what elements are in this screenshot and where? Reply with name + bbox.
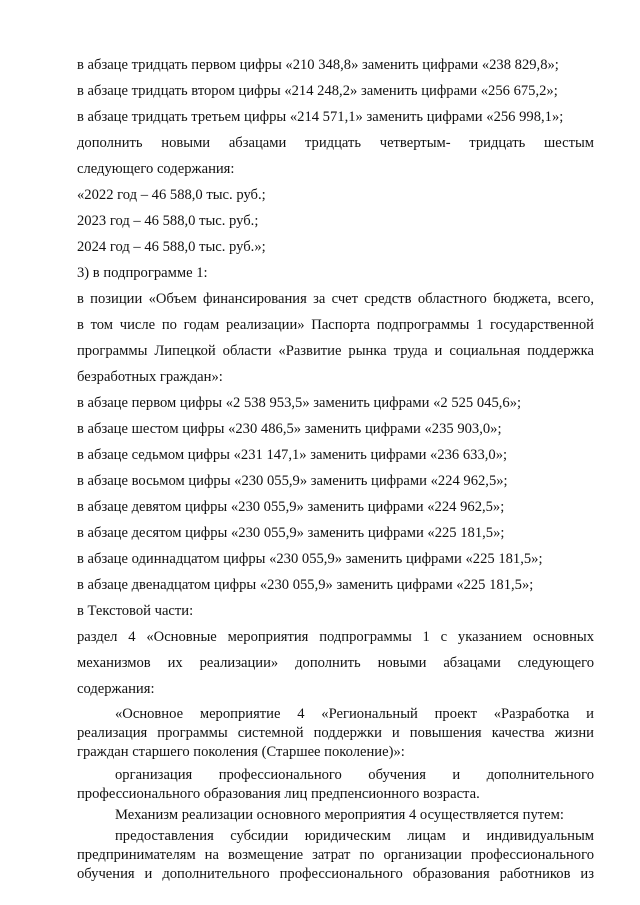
paragraph-line: организация профессионального обучения и дополнительного (115, 767, 594, 783)
paragraph-line: предоставления субсидии юридическим лицам и индивидуальным (115, 828, 594, 844)
paragraph-line: содержания: (77, 681, 155, 697)
paragraph-line: «2022 год – 46 588,0 тыс. руб.; (77, 187, 266, 203)
paragraph-line: раздел 4 «Основные мероприятия подпрограммы 1 с указанием основных (77, 629, 594, 645)
paragraph-line: в абзаце восьмом цифры «230 055,9» заменить цифрами «224 962,5»; (77, 473, 508, 489)
paragraph-line: дополнить новыми абзацами тридцать четвертым- тридцать шестым (77, 135, 594, 151)
paragraph-line: 2023 год – 46 588,0 тыс. руб.; (77, 213, 259, 229)
paragraph-line: 3) в подпрограмме 1: (77, 265, 208, 281)
paragraph-line: в абзаце одиннадцатом цифры «230 055,9» заменить цифрами «225 181,5»; (77, 551, 543, 567)
paragraph-line: в абзаце девятом цифры «230 055,9» заменить цифрами «224 962,5»; (77, 499, 505, 515)
paragraph-line: в позиции «Объем финансирования за счет средств областного бюджета, всего, (77, 291, 594, 307)
paragraph-line: безработных граждан»: (77, 369, 223, 385)
paragraph-line: Механизм реализации основного мероприятия 4 осуществляется путем: (115, 807, 564, 823)
paragraph-line: реализация программы системной поддержки и повышения качества жизни (77, 725, 594, 741)
paragraph-line: в Текстовой части: (77, 603, 194, 619)
paragraph-line: программы Липецкой области «Развитие рынка труда и социальная поддержка (77, 343, 594, 359)
paragraph-line: граждан старшего поколения (Старшее поколение)»: (77, 744, 405, 760)
paragraph-line: в абзаце седьмом цифры «231 147,1» заменить цифрами «236 633,0»; (77, 447, 508, 463)
paragraph-line: профессионального образования лиц предпенсионного возраста. (77, 786, 480, 802)
paragraph-line: в абзаце шестом цифры «230 486,5» заменить цифрами «235 903,0»; (77, 421, 502, 437)
paragraph-line: предпринимателям на возмещение затрат по организации профессионального (77, 847, 594, 863)
paragraph-line: в том числе по годам реализации» Паспорта подпрограммы 1 государственной (77, 317, 594, 333)
paragraph-line: в абзаце первом цифры «2 538 953,5» заменить цифрами «2 525 045,6»; (77, 395, 522, 411)
paragraph-line: обучения и дополнительного профессионального образования работников из (77, 866, 594, 882)
paragraph-line: 2024 год – 46 588,0 тыс. руб.»; (77, 239, 266, 255)
paragraph-line: следующего содержания: (77, 161, 235, 177)
paragraph-line: в абзаце десятом цифры «230 055,9» заменить цифрами «225 181,5»; (77, 525, 505, 541)
paragraph-line: «Основное мероприятие 4 «Региональный проект «Разработка и (115, 706, 594, 722)
paragraph-line: в абзаце тридцать третьем цифры «214 571,1» заменить цифрами «256 998,1»; (77, 109, 564, 125)
paragraph-line: в абзаце тридцать первом цифры «210 348,8» заменить цифрами «238 829,8»; (77, 57, 559, 73)
paragraph-line: механизмов их реализации» дополнить новыми абзацами следующего (77, 655, 594, 671)
paragraph-line: в абзаце тридцать втором цифры «214 248,2» заменить цифрами «256 675,2»; (77, 83, 558, 99)
paragraph-line: в абзаце двенадцатом цифры «230 055,9» заменить цифрами «225 181,5»; (77, 577, 534, 593)
